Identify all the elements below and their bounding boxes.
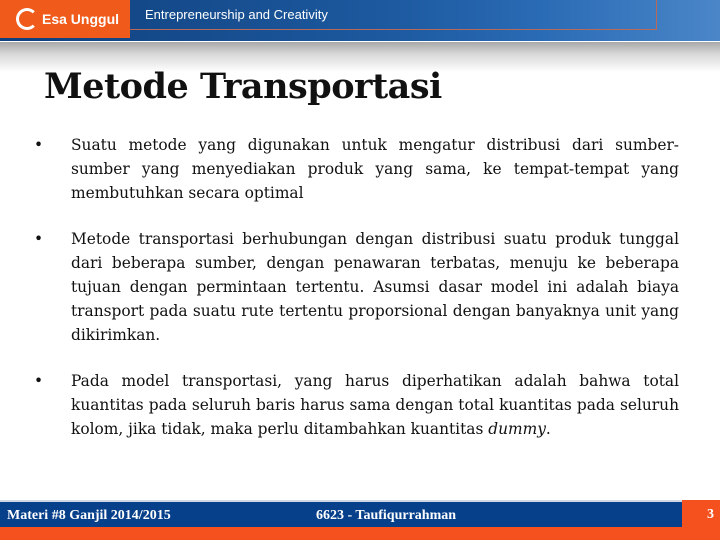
bullet-list: [34, 133, 679, 463]
page-number: 3: [682, 500, 720, 540]
bullet-text-main: Pada model transportasi, yang harus diperhatikan adalah bahwa total kuantitas pada seluruh baris harus sama dengan total kuantitas pada seluruh kolom, jika tidak, maka perlu ditambahkan kuantitas: [71, 372, 679, 438]
header-title: Entrepreneurship and Creativity: [145, 7, 328, 22]
bullet-text: [71, 369, 679, 441]
footer-orange-strip: [0, 527, 720, 540]
header-bar: [0, 0, 720, 41]
bullet-text-italic: dummy: [488, 420, 546, 438]
bullet-text: Suatu metode yang digunakan untuk mengatur distribusi dari sumber-sumber yang menyediakan produk yang sama, ke tempat-tempat yang membutuhkan secara optimal: [71, 136, 679, 202]
footer-bar: [0, 500, 682, 528]
bullet-dot: •: [34, 136, 44, 154]
logo-icon: [16, 8, 38, 30]
bullet-dot: •: [34, 230, 44, 248]
bullet-item: [34, 133, 679, 205]
bullet-dot: •: [34, 372, 44, 390]
bullet-item: [34, 369, 679, 441]
slide-title: Metode Transportasi: [44, 66, 442, 107]
bullet-item: [34, 227, 679, 347]
footer-course: Materi #8 Ganjil 2014/2015: [7, 508, 171, 523]
bullet-text-end: .: [545, 420, 551, 438]
esa-unggul-logo: [0, 0, 130, 38]
logo-text: Esa Unggul: [42, 11, 120, 27]
footer-author: 6623 - Taufiqurrahman: [316, 508, 457, 523]
bullet-text: Metode transportasi berhubungan dengan distribusi suatu produk tunggal dari beberapa sumber, dengan penawaran terbatas, menuju ke beberapa tujuan dengan permintaan tertentu. Asumsi dasar model ini adalah biaya transport pada suatu rute tertentu proporsional dengan banyaknya unit yang dikirimkan.: [71, 230, 679, 344]
